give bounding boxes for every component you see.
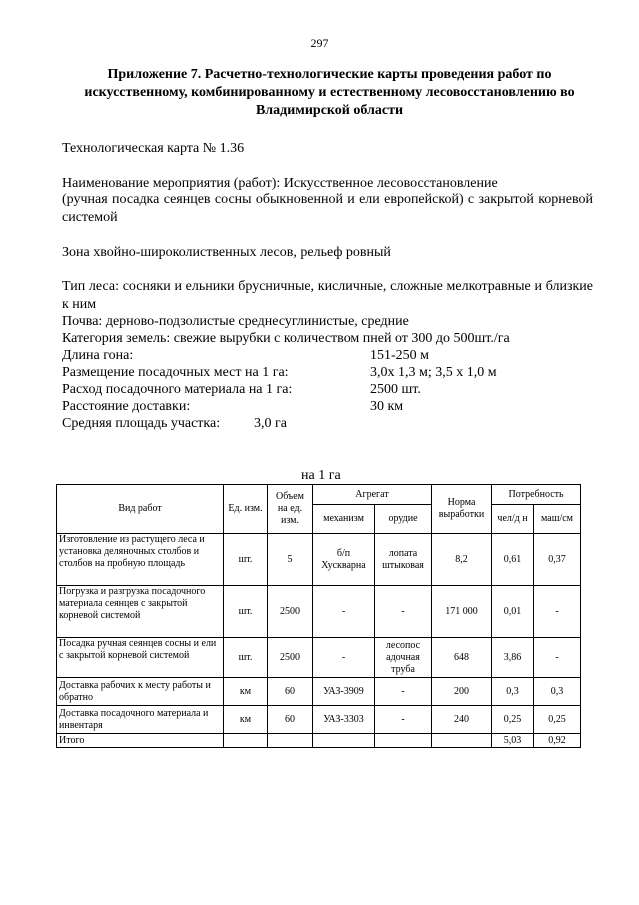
tool-cell: лопата штыковая (375, 534, 432, 586)
norm-cell: 648 (432, 638, 492, 678)
param-label: Расстояние доставки: (62, 399, 191, 414)
empty-cell (432, 734, 492, 748)
work-cell: Доставка рабочих к месту работы и обратно (57, 678, 224, 706)
work-cell: Погрузка и разгрузка посадочного материала сеянцев с закрытой корневой системой (57, 586, 224, 638)
mechanism-cell: б/п Хускварна (313, 534, 375, 586)
man-days-cell: 0,25 (492, 706, 534, 734)
param-label: Размещение посадочных мест на 1 га: (62, 365, 289, 380)
header-need: Потребность (492, 485, 581, 505)
unit-cell: км (224, 678, 268, 706)
event-name-line1: Наименование мероприятия (работ): Искусственное лесовосстановление (62, 176, 498, 191)
card-number: Технологическая карта № 1.36 (62, 141, 245, 156)
total-man-days: 5,03 (492, 734, 534, 748)
empty-cell (313, 734, 375, 748)
header-unit: Ед. изм. (224, 485, 268, 534)
total-label: Итого (57, 734, 224, 748)
event-name-line2: (ручная посадка сеянцев сосны обыкновенной и ели европейской) с закрытой корневой системой (62, 192, 593, 225)
total-machine-shifts: 0,92 (534, 734, 581, 748)
mechanism-cell: УАЗ-3303 (313, 706, 375, 734)
param-value: 151-250 м (370, 348, 430, 363)
tool-cell: лесопос адочная труба (375, 638, 432, 678)
unit-cell: км (224, 706, 268, 734)
volume-cell: 60 (268, 706, 313, 734)
total-row (57, 734, 581, 748)
man-days-cell: 0,3 (492, 678, 534, 706)
param-label: Расход посадочного материала на 1 га: (62, 382, 293, 397)
volume-cell: 2500 (268, 638, 313, 678)
unit-cell: шт. (224, 534, 268, 586)
table-row (57, 706, 581, 734)
volume-cell: 60 (268, 678, 313, 706)
machine-shifts-cell: - (534, 586, 581, 638)
table-row (57, 638, 581, 678)
machine-shifts-cell: 0,25 (534, 706, 581, 734)
work-table (56, 484, 581, 748)
appendix-title: Приложение 7. Расчетно-технологические карты проведения работ по искусственному, комбинированному и естественному лесовосстановлению во Владимирской области (84, 67, 575, 118)
machine-shifts-cell: - (534, 638, 581, 678)
mechanism-cell: УАЗ-3909 (313, 678, 375, 706)
norm-cell: 200 (432, 678, 492, 706)
work-cell: Изготовление из растущего леса и установка деляночных столбов и столбов на пробную площадь (57, 534, 224, 586)
forest-type-text: Тип леса: сосняки и ельники брусничные, кисличные, сложные мелкотравные и близкие к ним (62, 279, 593, 312)
table-caption: на 1 га (301, 468, 341, 483)
unit-cell: шт. (224, 586, 268, 638)
mechanism-cell: - (313, 586, 375, 638)
work-cell: Доставка посадочного материала и инвентаря (57, 706, 224, 734)
header-norm: Норма выработки (432, 485, 492, 534)
header-work-type: Вид работ (57, 485, 224, 534)
empty-cell (224, 734, 268, 748)
header-machine-shifts: маш/см (534, 505, 581, 534)
param-value: 30 км (370, 399, 404, 414)
param-label: Средняя площадь участка: (62, 416, 221, 431)
page-number: 297 (310, 36, 329, 50)
param-label: Длина гона: (62, 348, 134, 363)
unit-cell: шт. (224, 638, 268, 678)
header-aggregate: Агрегат (313, 485, 432, 505)
man-days-cell: 0,61 (492, 534, 534, 586)
header-man-days: чел/д н (492, 505, 534, 534)
soil-text: Почва: дерново-подзолистые среднесуглинистые, средние (62, 314, 409, 329)
header-row (57, 485, 581, 505)
tool-cell: - (375, 678, 432, 706)
work-cell: Посадка ручная сеянцев сосны и ели с закрытой корневой системой (57, 638, 224, 678)
header-mechanism: механизм (313, 505, 375, 534)
empty-cell (268, 734, 313, 748)
param-value: 2500 шт. (370, 382, 421, 397)
param-value: 3,0х 1,3 м; 3,5 х 1,0 м (370, 365, 497, 380)
header-tool: орудие (375, 505, 432, 534)
table-row (57, 678, 581, 706)
land-category-text: Категория земель: свежие вырубки с количеством пней от 300 до 500шт./га (62, 331, 510, 346)
machine-shifts-cell: 0,37 (534, 534, 581, 586)
machine-shifts-cell: 0,3 (534, 678, 581, 706)
mechanism-cell: - (313, 638, 375, 678)
param-value: 3,0 га (254, 416, 287, 431)
empty-cell (375, 734, 432, 748)
man-days-cell: 0,01 (492, 586, 534, 638)
norm-cell: 171 000 (432, 586, 492, 638)
tool-cell: - (375, 586, 432, 638)
norm-cell: 8,2 (432, 534, 492, 586)
volume-cell: 2500 (268, 586, 313, 638)
tool-cell: - (375, 706, 432, 734)
table-row (57, 586, 581, 638)
norm-cell: 240 (432, 706, 492, 734)
zone-text: Зона хвойно-широколиственных лесов, рельеф ровный (62, 245, 391, 260)
table-row (57, 534, 581, 586)
volume-cell: 5 (268, 534, 313, 586)
man-days-cell: 3,86 (492, 638, 534, 678)
header-volume: Объем на ед. изм. (268, 485, 313, 534)
